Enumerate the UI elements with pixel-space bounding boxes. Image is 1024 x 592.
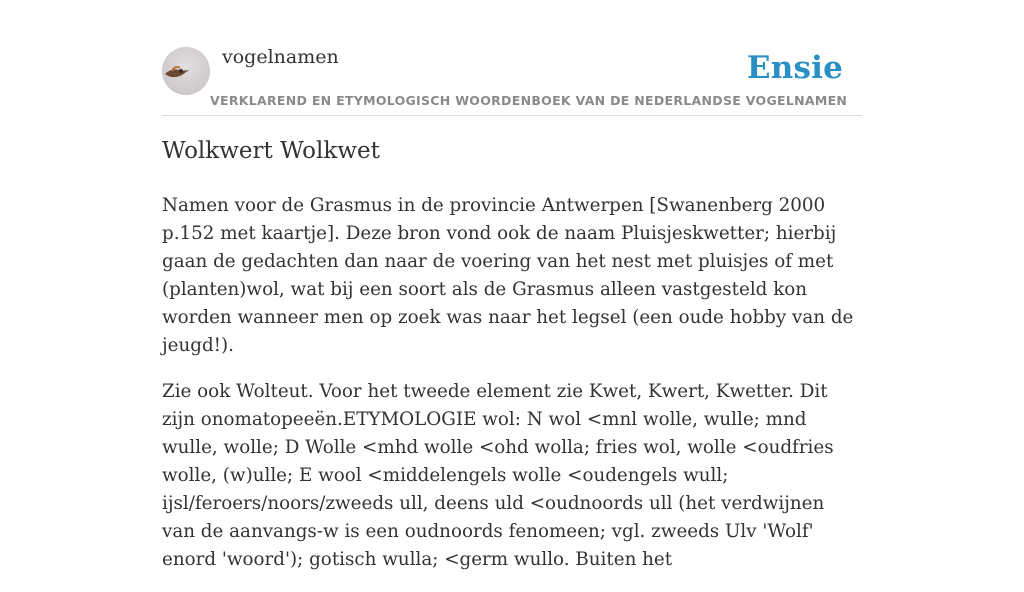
ensie-logo-link[interactable]: Ensie (746, 50, 843, 86)
article-paragraph: Zie ook Wolteut. Voor het tweede element zie Kwet, Kwert, Kwetter. Dit zijn onomatopeeën.ETYMOLOGIE wol: N wol <mnl wolle, wulle; mnd wulle, wolle; D Wolle <mhd wolle <ohd wolla; fries wol, wolle <oudfries wolle, (w)ulle; E wool <middelengels wolle <oudengels wull; ijsl/feroers/noors/zweeds ull, deens uld <oudnoords ull (het verdwijnen van de aanvangs-w is een oudnoords fenomeen; vgl. zweeds Ulv 'Wolf' enord 'woord'); gotisch wulla; <germ wullo. Buiten het (162, 381, 834, 570)
dictionary-subtitle: VERKLAREND EN ETYMOLOGISCH WOORDENBOEK VAN DE NEDERLANDSE VOGELNAMEN (210, 93, 848, 108)
article-body (162, 192, 862, 592)
page-title: Wolkwert Wolkwet (162, 138, 380, 164)
author-avatar[interactable] (162, 47, 210, 95)
bird-photo-icon (162, 47, 210, 95)
header-divider (162, 115, 862, 116)
author-name-link[interactable]: vogelnamen (222, 46, 339, 68)
article-paragraph: Namen voor de Grasmus in de provincie Antwerpen [Swanenberg 2000 p.152 met kaartje]. Deze bron vond ook de naam Pluisjeskwetter; hierbij gaan de gedachten dan naar de voering van het nest met pluisjes of met (planten)wol, wat bij een soort als de Grasmus alleen vastgesteld kon worden wanneer men op zoek was naar het legsel (een oude hobby van de jeugd!). (162, 195, 854, 356)
